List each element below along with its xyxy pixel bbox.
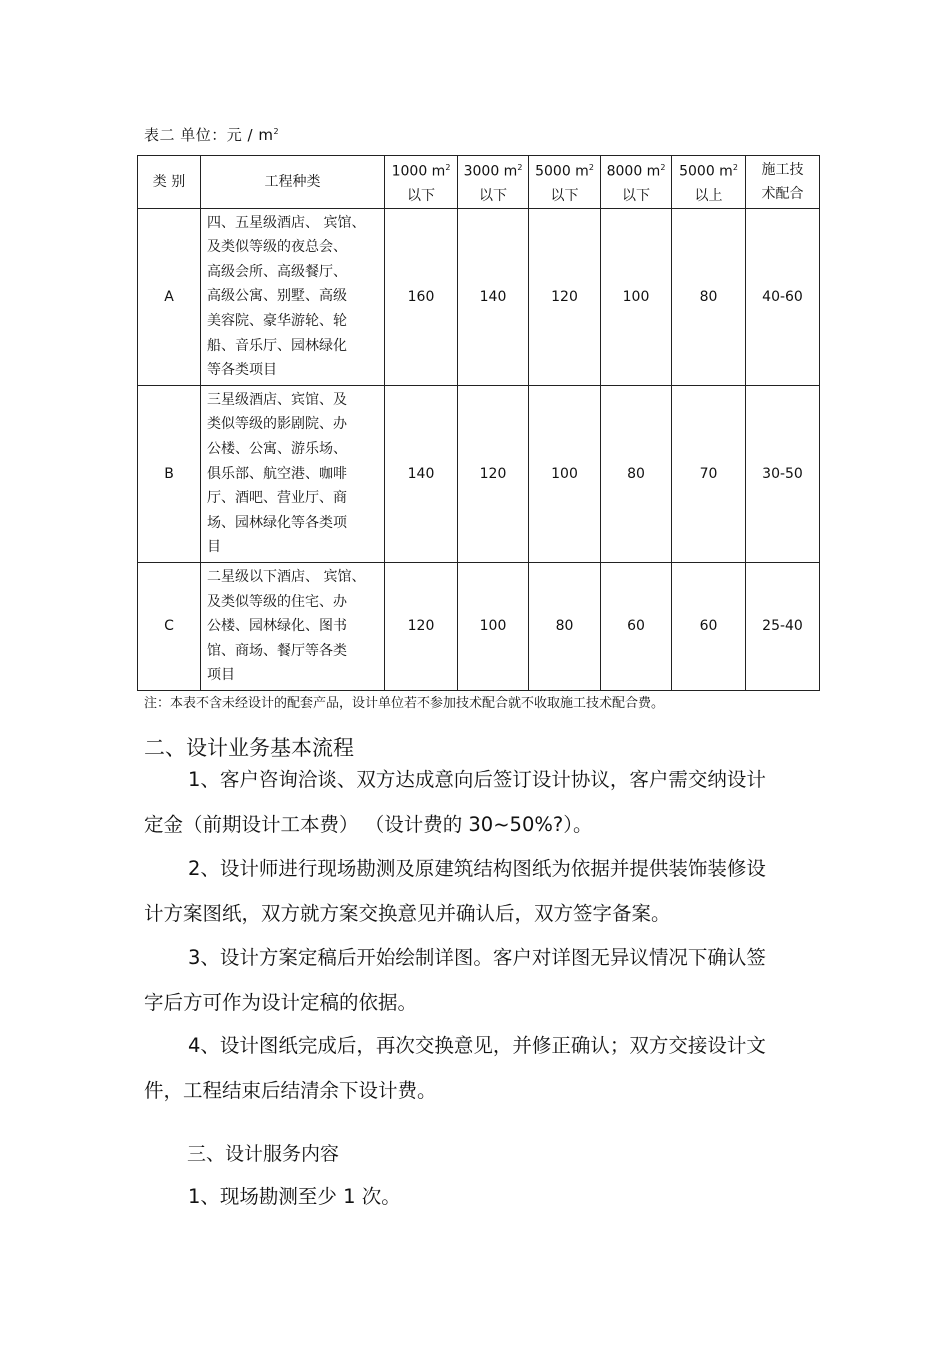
- section-2-paragraph-1: 1、客户咨询洽谈、双方达成意向后签订设计协议，客户需交纳设计定金（前期设计工本费） （设计费的 30~50%?）。: [144, 768, 766, 836]
- project-type-cell: 三星级酒店、宾馆、及 类似等级的影剧院、办 公楼、公寓、游乐场、 俱乐部、航空港、咖啡 厅、酒吧、营业厅、商 场、园林绿化等各类项 目: [201, 385, 385, 562]
- project-type-cell: 二星级以下酒店、 宾馆、 及类似等级的住宅、办 公楼、园林绿化、图书 馆、商场、餐厅等各类 项目: [201, 562, 385, 690]
- section-3-paragraph-1: 1、现场勘测至少 1 次。: [188, 1185, 401, 1208]
- table-row: [138, 385, 820, 562]
- value-cell: 100: [458, 562, 529, 690]
- value-cell: 80: [672, 208, 746, 385]
- section-2-title: 二、设计业务基本流程: [144, 736, 354, 760]
- section-2-paragraph-4: 4、设计图纸完成后，再次交换意见，并修正确认；双方交接设计文件，工程结束后结清余下设计费。: [144, 1034, 766, 1102]
- value-cell: 80: [601, 385, 672, 562]
- value-cell: 40-60: [746, 208, 820, 385]
- caption-text: 表二 单位：元 / m: [144, 126, 274, 144]
- value-cell: 60: [601, 562, 672, 690]
- value-cell: 140: [458, 208, 529, 385]
- table-row: [138, 562, 820, 690]
- table-header-row: [138, 156, 820, 209]
- header-tech: 施工技 术配合: [746, 156, 820, 209]
- category-cell: B: [138, 385, 201, 562]
- header-category: 类 别: [138, 156, 201, 209]
- value-cell: 120: [529, 208, 601, 385]
- caption-superscript: 2: [273, 127, 280, 136]
- value-cell: 30-50: [746, 385, 820, 562]
- section-2-paragraph-2: 2、设计师进行现场勘测及原建筑结构图纸为依据并提供装饰装修设计方案图纸，双方就方案交换意见并确认后，双方签字备案。: [144, 857, 766, 925]
- value-cell: 100: [529, 385, 601, 562]
- value-cell: 160: [385, 208, 458, 385]
- section-3-title: 三、设计服务内容: [187, 1143, 340, 1165]
- header-5000: 5000 $m^2$ 以下: [529, 156, 601, 209]
- value-cell: 100: [601, 208, 672, 385]
- table-note: 注：本表不含未经设计的配套产品，设计单位若不参加技术配合就不收取施工技术配合费。: [144, 696, 665, 711]
- header-5000-up: 5000 $m^2$ 以上: [672, 156, 746, 209]
- value-cell: 25-40: [746, 562, 820, 690]
- value-cell: 120: [458, 385, 529, 562]
- value-cell: 80: [529, 562, 601, 690]
- header-8000: 8000 $m^2$ 以下: [601, 156, 672, 209]
- category-cell: A: [138, 208, 201, 385]
- header-project-type: 工程种类: [201, 156, 385, 209]
- section-2-paragraph-3: 3、设计方案定稿后开始绘制详图。客户对详图无异议情况下确认签字后方可作为设计定稿的依据。: [144, 946, 766, 1014]
- project-type-cell: 四、五星级酒店、 宾馆、 及类似等级的夜总会、 高级会所、高级餐厅、 高级公寓、别墅、高级 美容院、豪华游轮、轮 船、音乐厅、园林绿化 等各类项目: [201, 208, 385, 385]
- table-caption: [144, 124, 279, 145]
- category-cell: C: [138, 562, 201, 690]
- header-1000: 1000 $m^2$ 以下: [385, 156, 458, 209]
- value-cell: 120: [385, 562, 458, 690]
- header-3000: 3000 $m^2$ 以下: [458, 156, 529, 209]
- value-cell: 140: [385, 385, 458, 562]
- value-cell: 70: [672, 385, 746, 562]
- value-cell: 60: [672, 562, 746, 690]
- table-row: [138, 208, 820, 385]
- design-fee-table: [137, 155, 820, 691]
